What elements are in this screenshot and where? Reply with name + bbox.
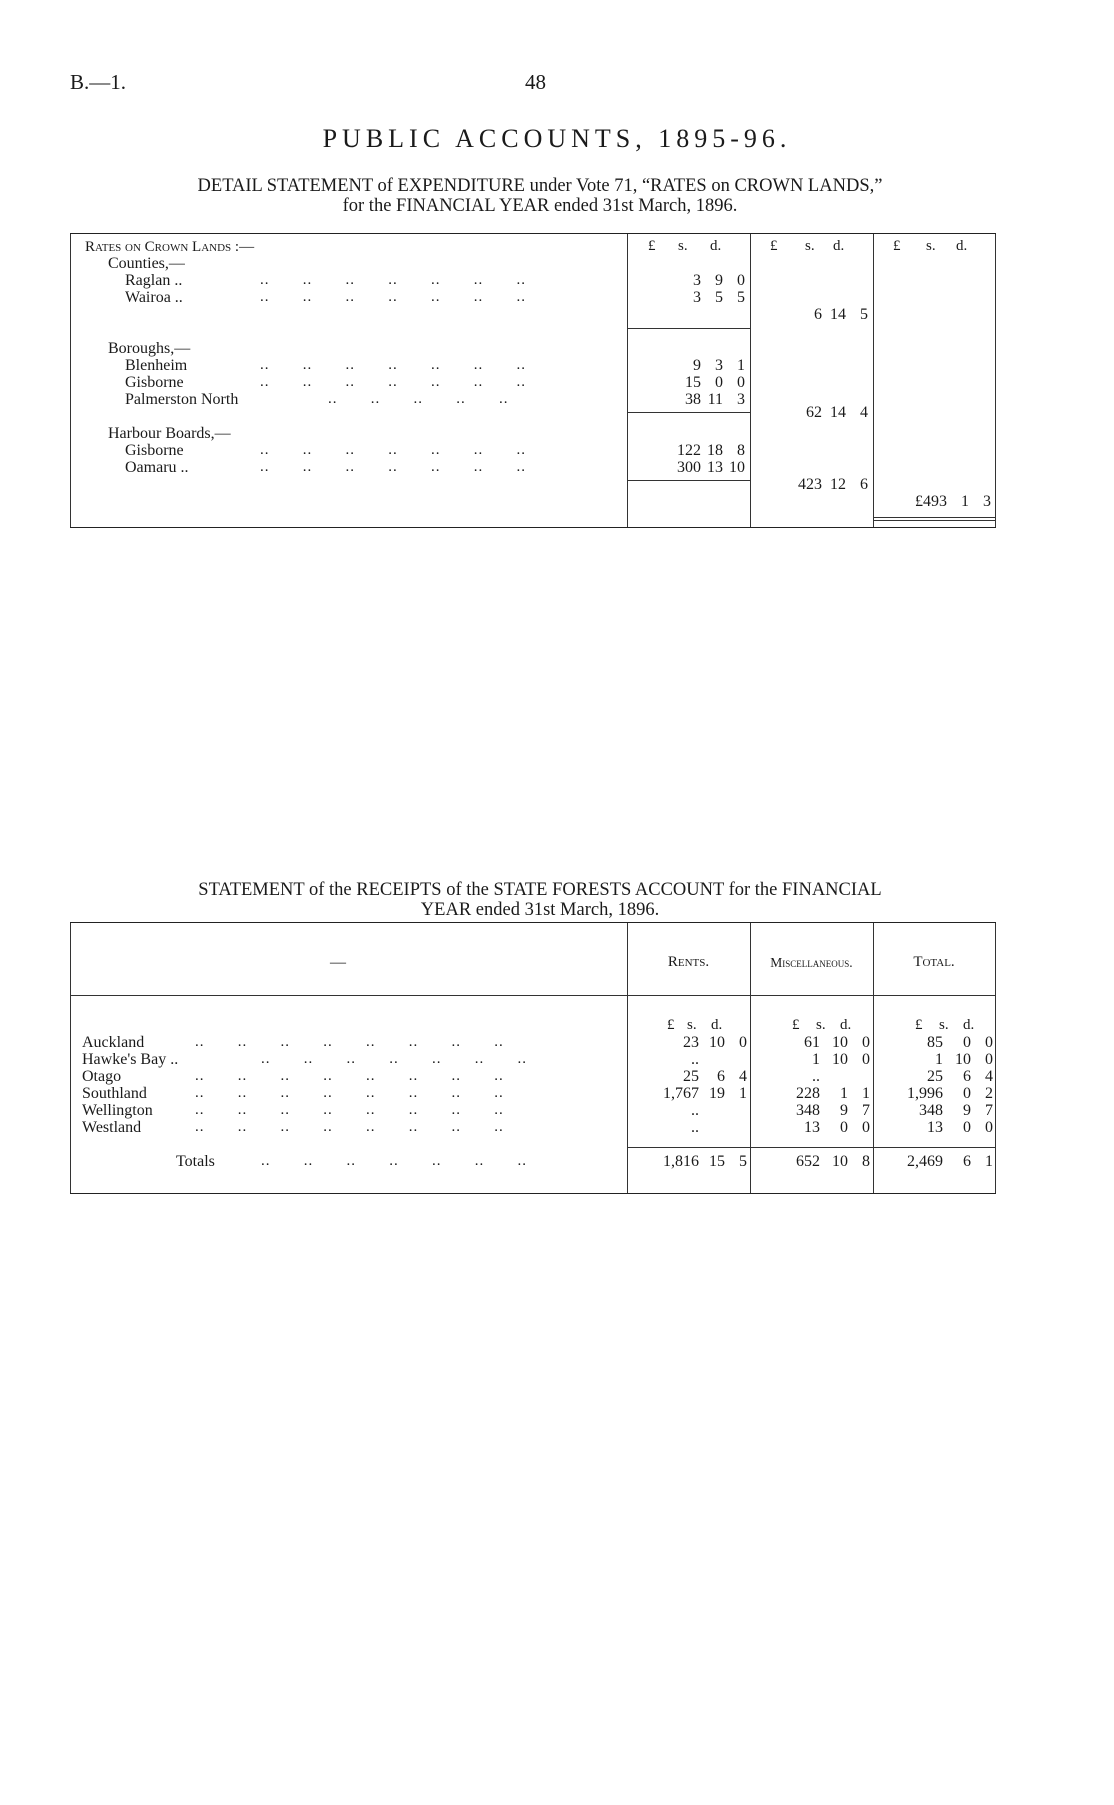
total-header: Total. xyxy=(913,954,955,970)
grand-total-cell: £493 1 3 xyxy=(915,493,991,510)
pound-header: £ xyxy=(893,238,901,254)
rents-cell: .. xyxy=(691,1102,699,1119)
pence-header: d. xyxy=(956,238,968,254)
page-title: PUBLIC ACCOUNTS, 1895-96. xyxy=(322,124,792,153)
amount-cell: 3 5 5 xyxy=(693,289,745,306)
leader-dots: .. .. .. .. .. xyxy=(328,391,509,407)
pence-header: d. xyxy=(840,1017,852,1033)
rents-cell: 23 10 0 xyxy=(683,1034,747,1051)
amount-cell: 122 18 8 xyxy=(677,442,745,459)
table-border-right xyxy=(995,234,996,527)
row-label: Southland xyxy=(82,1085,147,1102)
row-label: Wellington xyxy=(82,1102,153,1119)
shilling-header: s. xyxy=(687,1017,697,1033)
column-divider xyxy=(873,234,874,527)
subtotal-rule xyxy=(627,328,750,329)
section-title: Rates on Crown Lands :— xyxy=(85,239,255,255)
misc-cell: 228 1 1 xyxy=(796,1085,870,1102)
shilling-header: s. xyxy=(678,238,688,254)
pound-header: £ xyxy=(915,1017,923,1033)
rents-cell: 1,767 19 1 xyxy=(663,1085,747,1102)
pound-header: £ xyxy=(792,1017,800,1033)
total-cell: 13 0 0 xyxy=(927,1119,993,1136)
shilling-header: s. xyxy=(939,1017,949,1033)
pound-header: £ xyxy=(667,1017,675,1033)
state-forests-receipts-table xyxy=(70,922,996,1194)
row-label: Auckland xyxy=(82,1034,145,1051)
group-title: Harbour Boards,— xyxy=(108,425,231,442)
misc-cell: 61 10 0 xyxy=(804,1034,870,1051)
amount-cell: 15 0 0 xyxy=(685,374,745,391)
subtotal-cell: 6 14 5 xyxy=(814,306,868,323)
table2-caption-line1: STATEMENT of the RECEIPTS of the STATE FORESTS ACCOUNT for the FINANCIAL xyxy=(198,880,882,900)
pence-header: d. xyxy=(710,238,722,254)
total-cell: 25 6 4 xyxy=(927,1068,993,1085)
leader-dots: .. .. .. .. .. .. .. xyxy=(261,1051,527,1067)
pence-header: d. xyxy=(711,1017,723,1033)
total-rule xyxy=(873,517,995,518)
page-reference: B.—1. xyxy=(70,70,127,94)
subtotal-rule xyxy=(627,480,750,481)
table2-caption xyxy=(70,880,1010,920)
row-label: Gisborne xyxy=(125,442,184,459)
expenditure-table xyxy=(70,233,996,528)
total-cell: 1,996 0 2 xyxy=(907,1085,993,1102)
rents-header: Rents. xyxy=(667,954,710,970)
leader-dots: .. .. .. .. .. .. .. .. xyxy=(195,1119,504,1135)
row-label: Raglan .. xyxy=(125,272,183,289)
total-cell: 85 0 0 xyxy=(927,1034,993,1051)
leader-dots: .. .. .. .. .. .. .. .. xyxy=(195,1102,504,1118)
column-divider xyxy=(750,234,751,527)
rents-cell: .. xyxy=(691,1051,699,1068)
subtotal-rule xyxy=(627,412,750,413)
leader-dots: .. .. .. .. .. .. .. .. xyxy=(195,1085,504,1101)
total-cell: 1 10 0 xyxy=(935,1051,993,1068)
amount-cell: 300 13 10 xyxy=(677,459,745,476)
amount-cell: 9 3 1 xyxy=(693,357,745,374)
table1-caption xyxy=(70,176,1010,216)
misc-cell: 13 0 0 xyxy=(804,1119,870,1136)
pound-header: £ xyxy=(770,238,778,254)
leader-dots: .. .. .. .. .. .. .. xyxy=(260,442,526,458)
row-label: Westland xyxy=(82,1119,142,1136)
leader-dots: .. .. .. .. .. .. .. xyxy=(261,1153,527,1169)
row-label: Blenheim xyxy=(125,357,188,374)
pound-header: £ xyxy=(648,238,656,254)
totals-misc-cell: 652 10 8 xyxy=(796,1153,870,1170)
leader-dots: .. .. .. .. .. .. .. xyxy=(260,272,526,288)
group-title: Boroughs,— xyxy=(108,340,191,357)
totals-rule xyxy=(627,1147,995,1148)
leader-dots: .. .. .. .. .. .. .. xyxy=(260,374,526,390)
group-title: Counties,— xyxy=(108,255,185,272)
rents-cell: .. xyxy=(691,1119,699,1136)
leader-dots: .. .. .. .. .. .. .. .. xyxy=(195,1034,504,1050)
total-cell: 348 9 7 xyxy=(919,1102,993,1119)
totals-label: Totals xyxy=(176,1153,215,1170)
leader-dots: .. .. .. .. .. .. .. xyxy=(260,289,526,305)
row-label: Palmerston North xyxy=(125,391,239,408)
column-divider xyxy=(627,234,628,527)
amount-cell: 38 11 3 xyxy=(685,391,745,408)
header-rule xyxy=(70,995,995,996)
totals-total-cell: 2,469 6 1 xyxy=(907,1153,993,1170)
first-column-header: — xyxy=(330,954,346,971)
table1-caption-line2: for the FINANCIAL YEAR ended 31st March, 1896. xyxy=(342,196,738,216)
row-label: Oamaru .. xyxy=(125,459,189,476)
table-border-left xyxy=(70,234,71,527)
table-border-left xyxy=(70,923,71,1193)
shilling-header: s. xyxy=(926,238,936,254)
total-rule xyxy=(873,520,995,521)
misc-cell: 1 10 0 xyxy=(812,1051,870,1068)
misc-cell: .. xyxy=(812,1068,820,1085)
leader-dots: .. .. .. .. .. .. .. .. xyxy=(195,1068,504,1084)
table2-caption-line2: YEAR ended 31st March, 1896. xyxy=(420,900,660,920)
rents-cell: 25 6 4 xyxy=(683,1068,747,1085)
totals-rents-cell: 1,816 15 5 xyxy=(663,1153,747,1170)
row-label: Gisborne xyxy=(125,374,184,391)
amount-cell: 3 9 0 xyxy=(693,272,745,289)
subtotal-cell: 423 12 6 xyxy=(798,476,868,493)
shilling-header: s. xyxy=(805,238,815,254)
table1-caption-line1: DETAIL STATEMENT of EXPENDITURE under Vote 71, “RATES on CROWN LANDS,” xyxy=(197,176,883,196)
miscellaneous-header: Miscellaneous. xyxy=(770,955,853,970)
row-label: Wairoa .. xyxy=(125,289,183,306)
page-number: 48 xyxy=(525,70,546,94)
row-label: Otago xyxy=(82,1068,122,1085)
leader-dots: .. .. .. .. .. .. .. xyxy=(260,459,526,475)
pence-header: d. xyxy=(833,238,845,254)
table-border-right xyxy=(995,923,996,1193)
leader-dots: .. .. .. .. .. .. .. xyxy=(260,357,526,373)
pence-header: d. xyxy=(963,1017,975,1033)
row-label: Hawke's Bay .. xyxy=(82,1051,179,1068)
misc-cell: 348 9 7 xyxy=(796,1102,870,1119)
subtotal-cell: 62 14 4 xyxy=(806,404,868,421)
shilling-header: s. xyxy=(816,1017,826,1033)
